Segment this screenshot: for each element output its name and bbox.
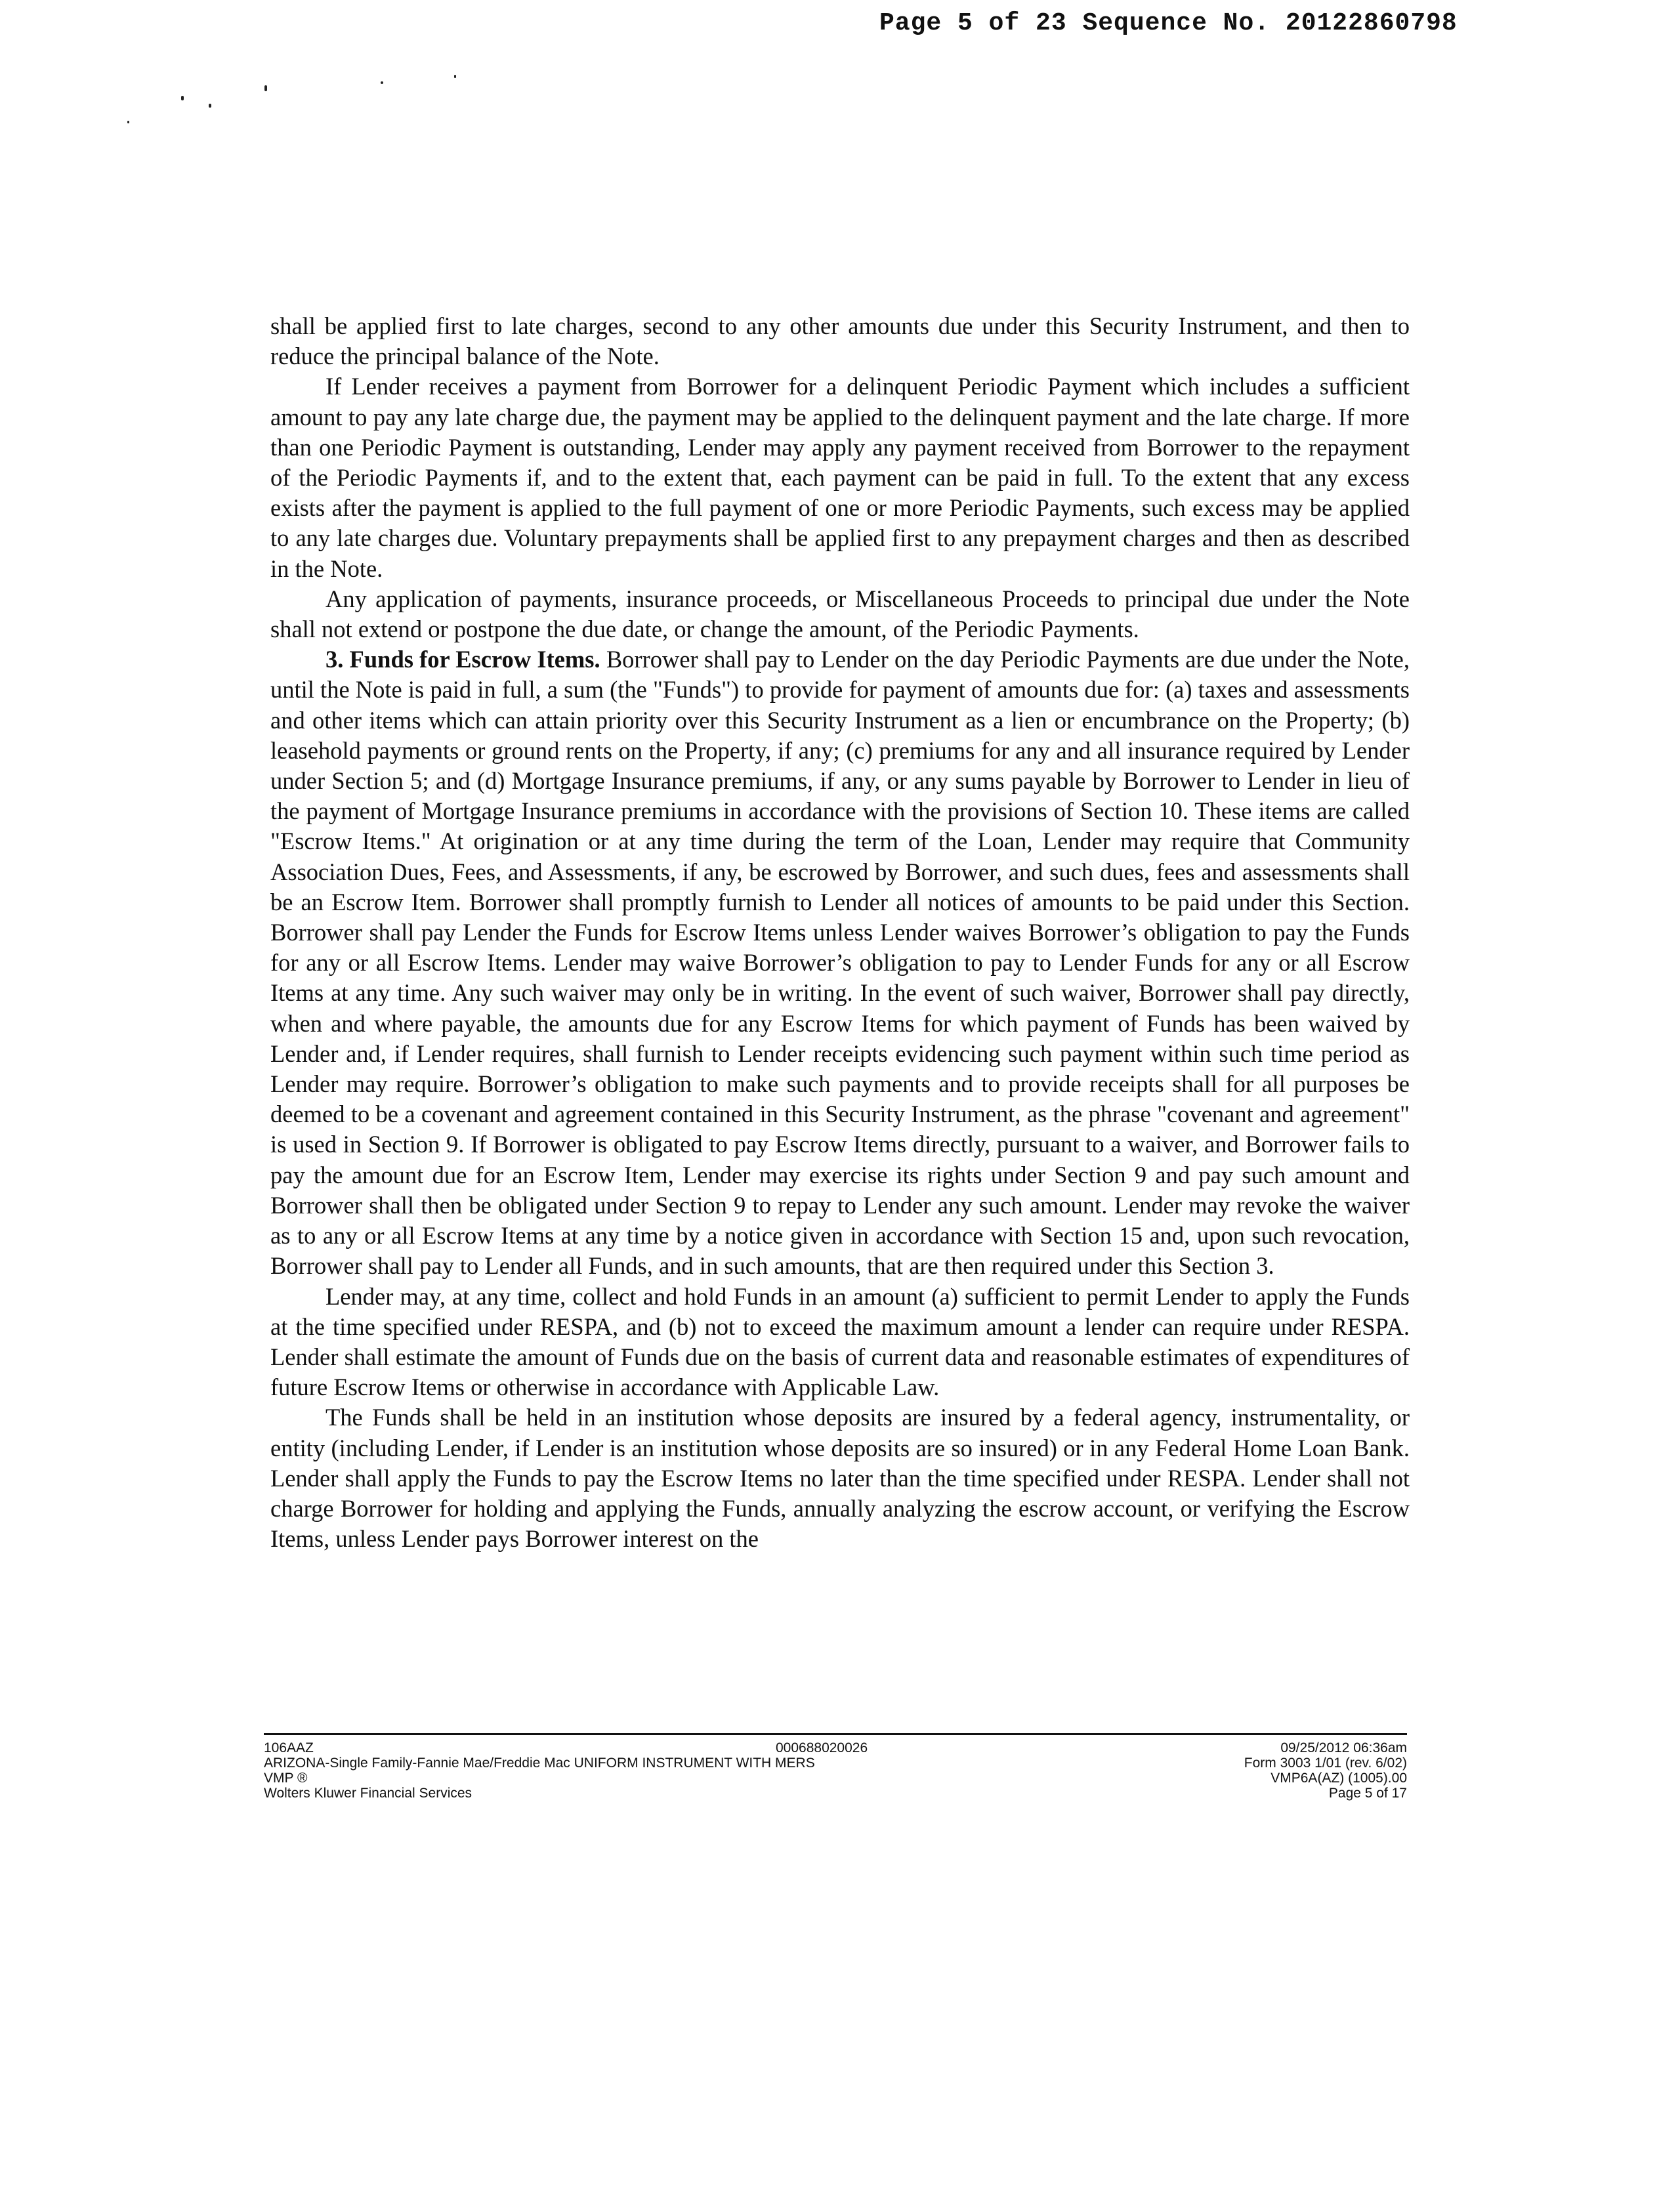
loan-number: 000688020026 (776, 1740, 868, 1755)
footer-divider (264, 1733, 1407, 1735)
form-description: ARIZONA-Single Family-Fannie Mae/Freddie Mac UNIFORM INSTRUMENT WITH MERS (264, 1755, 815, 1771)
paragraph (270, 584, 1410, 644)
document-body (270, 311, 1410, 1554)
publisher: Wolters Kluwer Financial Services (264, 1786, 472, 1801)
scan-speck (209, 104, 211, 108)
scan-speck (454, 75, 456, 78)
paragraph-text: The Funds shall be held in an institution whose deposits are insured by a federal agency, instrumentality, or entity (including Lender, if Lender is an institution whose deposits are so insured) or in any Federal Home Loan Bank. Lender shall apply the Funds to pay the Escrow Items no later than the time specified under RESPA. Lender shall not charge Borrower for holding and applying the Funds, annually analyzing the escrow account, or verifying the Escrow Items, unless Lender pays Borrower interest on the (270, 1404, 1410, 1553)
vmp-form-id: VMP6A(AZ) (1005).00 (1270, 1771, 1407, 1786)
paragraph (270, 311, 1410, 371)
scan-speck (381, 81, 383, 84)
paragraph-text: Lender may, at any time, collect and hold Funds in an amount (a) sufficient to permit Lender to apply the Funds at the time specified under RESPA, and (b) not to exceed the maximum amount a lender can require under RESPA. Lender shall estimate the amount of Funds due on the basis of current data and reasonable estimates of expenditures of future Escrow Items or otherwise in accordance with Applicable Law. (270, 1282, 1410, 1401)
form-number: Form 3003 1/01 (rev. 6/02) (1244, 1755, 1407, 1771)
section-heading: 3. Funds for Escrow Items. (326, 646, 600, 673)
scan-speck (264, 85, 267, 91)
paragraph (270, 1402, 1410, 1554)
paragraph (270, 371, 1410, 583)
footer-middle (776, 1740, 868, 1755)
print-timestamp: 09/25/2012 06:36am (1280, 1740, 1407, 1755)
scan-speck (127, 121, 129, 123)
form-code: 106AAZ (264, 1740, 314, 1755)
page-footer (264, 1740, 1407, 1819)
page-number: Page 5 of 17 (1328, 1786, 1407, 1801)
paragraph (270, 644, 1410, 1281)
paragraph (270, 1282, 1410, 1403)
footer-left (264, 1740, 815, 1801)
paragraph-text: Any application of payments, insurance proceeds, or Miscellaneous Proceeds to principal due under the Note shall not extend or postpone the due date, or change the amount, of the Periodic Payments. (270, 585, 1410, 643)
paragraph-text: shall be applied first to late charges, second to any other amounts due under this Security Instrument, and then to reduce the principal balance of the Note. (270, 312, 1410, 370)
paragraph-text: Borrower shall pay to Lender on the day Periodic Payments are due under the Note, until the Note is paid in full, a sum (the "Funds") to provide for payment of amounts due for: (a) taxes and assessments and other items which can attain priority over this Security Instrument as a lien or encumbrance on the Property; (b) leasehold payments or ground rents on the Property, if any; (c) premiums for any and all insurance required by Lender under Section 5; and (d) Mortgage Insurance premiums, if any, or any sums payable by Borrower to Lender in lieu of the payment of Mortgage Insurance premiums in accordance with the provisions of Section 10. These items are called "Escrow Items." At origination or at any time during the term of the Loan, Lender may require that Community Association Dues, Fees, and Assessments, if any, be escrowed by Borrower, and such dues, fees and assessments shall be an Escrow Item. Borrower shall promptly furnish to Lender all notices of amounts to be paid under this Section. Borrower shall pay Lender the Funds for Escrow Items unless Lender waives Borrower’s obligation to pay the Funds for any or all Escrow Items. Lender may waive Borrower’s obligation to pay to Lender Funds for any or all Escrow Items at any time. Any such waiver may only be in writing. In the event of such waiver, Borrower shall pay directly, when and where payable, the amounts due for any Escrow Items for which payment of Funds has been waived by Lender and, if Lender requires, shall furnish to Lender receipts evidencing such payment within such time period as Lender may require. Borrower’s obligation to make such payments and to provide receipts shall for all purposes be deemed to be a covenant and agreement contained in this Security Instrument, as the phrase "covenant and agreement" is used in Section 9. If Borrower is obligated to pay Escrow Items directly, pursuant to a waiver, and Borrower fails to pay the amount due for an Escrow Item, Lender may exercise its rights under Section 9 and pay such amount and Borrower shall then be obligated under Section 9 to repay to Lender any such amount. Lender may revoke the waiver as to any or all Escrow Items at any time by a notice given in accordance with Section 15 and, upon such revocation, Borrower shall pay to Lender all Funds, and in such amounts, that are then required under this Section 3. (270, 646, 1410, 1280)
scan-speck (181, 96, 184, 100)
vmp-mark: VMP ® (264, 1771, 308, 1786)
footer-right (1244, 1740, 1407, 1801)
fax-header: Page 5 of 23 Sequence No. 20122860798 (879, 9, 1458, 37)
paragraph-text: If Lender receives a payment from Borrower for a delinquent Periodic Payment which includes a sufficient amount to pay any late charge due, the payment may be applied to the delinquent payment and the late charge. If more than one Periodic Payment is outstanding, Lender may apply any payment received from Borrower to the repayment of the Periodic Payments if, and to the extent that, each payment can be paid in full. To the extent that any excess exists after the payment is applied to the full payment of one or more Periodic Payments, such excess may be applied to any late charges due. Voluntary prepayments shall be applied first to any prepayment charges and then as described in the Note. (270, 373, 1410, 582)
